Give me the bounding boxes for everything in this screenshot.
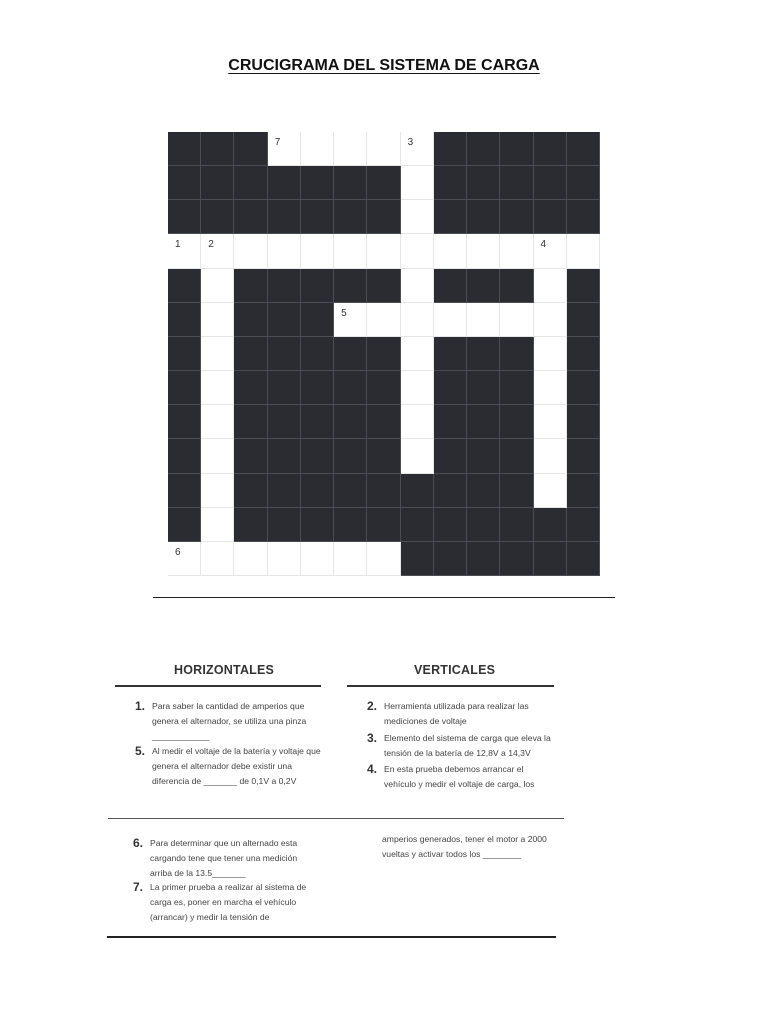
crossword-cell-blocked — [301, 269, 334, 303]
crossword-cell-blank[interactable] — [401, 132, 434, 166]
crossword-cell-blocked — [367, 405, 400, 439]
crossword-cell-blocked — [567, 542, 600, 576]
crossword-cell-blank[interactable] — [268, 542, 301, 576]
crossword-cell-blocked — [467, 474, 500, 508]
crossword-cell-blank[interactable] — [367, 542, 400, 576]
crossword-cell-blocked — [434, 166, 467, 200]
crossword-clue-number: 4 — [540, 239, 547, 251]
crossword-cell-blocked — [367, 200, 400, 234]
crossword-cell-blocked — [268, 439, 301, 473]
clue-number-1: 1. — [135, 699, 146, 713]
crossword-cell-blocked — [467, 337, 500, 371]
crossword-cell-blocked — [434, 542, 467, 576]
crossword-cell-blocked — [168, 508, 201, 542]
crossword-cell-blank[interactable] — [201, 234, 234, 268]
crossword-cell-blank[interactable] — [334, 542, 367, 576]
bottom-rule — [107, 936, 556, 938]
crossword-cell-blocked — [201, 132, 234, 166]
crossword-clue-number: 7 — [274, 137, 281, 148]
crossword-cell-blank[interactable] — [268, 234, 301, 268]
crossword-cell-blocked — [201, 166, 234, 200]
crossword-cell-blocked — [168, 371, 201, 405]
crossword-cell-blank[interactable] — [500, 303, 533, 337]
crossword-cell-blocked — [301, 508, 334, 542]
clue-text-5: Al medir el voltaje de la batería y voltaje que genera el alternador debe existir una diferencia de _______ de 0,1V a 0,2V — [152, 746, 321, 786]
crossword-cell-blocked — [500, 508, 533, 542]
page-title — [0, 57, 768, 75]
crossword-cell-blocked — [334, 371, 367, 405]
crossword-cell-blank[interactable] — [534, 303, 567, 337]
crossword-cell-blocked — [234, 508, 267, 542]
crossword-cell-blank[interactable] — [534, 337, 567, 371]
crossword-cell-blank[interactable] — [467, 234, 500, 268]
crossword-cell-blank[interactable] — [201, 371, 234, 405]
crossword-cell-blocked — [168, 166, 201, 200]
crossword-cell-blocked — [567, 508, 600, 542]
crossword-cell-blocked — [467, 166, 500, 200]
horizontal-clues-heading: HORIZONTALES — [174, 663, 275, 677]
clue-number-5: 5. — [135, 744, 146, 758]
crossword-cell-blank[interactable] — [401, 405, 434, 439]
clue-text-4: En esta prueba debemos arrancar el vehículo y medir el voltaje de carga, los — [384, 764, 535, 789]
crossword-cell-blocked — [467, 269, 500, 303]
crossword-cell-blocked — [334, 474, 367, 508]
crossword-cell-blank[interactable] — [201, 337, 234, 371]
crossword-cell-blank[interactable] — [334, 303, 367, 337]
crossword-cell-blocked — [434, 474, 467, 508]
crossword-cell-blocked — [301, 200, 334, 234]
clue-break-line — [108, 818, 564, 819]
crossword-cell-blocked — [334, 508, 367, 542]
crossword-cell-blocked — [500, 337, 533, 371]
crossword-cell-blocked — [301, 439, 334, 473]
crossword-cell-blocked — [467, 371, 500, 405]
crossword-cell-blank[interactable] — [401, 200, 434, 234]
crossword-cell-blocked — [367, 166, 400, 200]
crossword-cell-blank[interactable] — [467, 303, 500, 337]
crossword-cell-blocked — [434, 337, 467, 371]
crossword-cell-blocked — [467, 132, 500, 166]
crossword-cell-blocked — [500, 542, 533, 576]
crossword-cell-blocked — [301, 337, 334, 371]
crossword-cell-blank[interactable] — [401, 166, 434, 200]
crossword-cell-blank[interactable] — [301, 132, 334, 166]
crossword-cell-blank[interactable] — [534, 474, 567, 508]
crossword-cell-blank[interactable] — [201, 542, 234, 576]
crossword-cell-blank[interactable] — [367, 303, 400, 337]
crossword-cell-blocked — [334, 269, 367, 303]
crossword-cell-blank[interactable] — [234, 234, 267, 268]
crossword-cell-blocked — [168, 200, 201, 234]
crossword-cell-blocked — [234, 405, 267, 439]
crossword-cell-blank[interactable] — [201, 474, 234, 508]
crossword-cell-blank[interactable] — [401, 269, 434, 303]
crossword-cell-blocked — [434, 439, 467, 473]
crossword-cell-blocked — [334, 439, 367, 473]
crossword-cell-blocked — [534, 166, 567, 200]
crossword-cell-blocked — [434, 200, 467, 234]
crossword-cell-blocked — [401, 474, 434, 508]
crossword-cell-blocked — [567, 303, 600, 337]
crossword-cell-blocked — [500, 269, 533, 303]
crossword-cell-blank[interactable] — [401, 371, 434, 405]
crossword-cell-blocked — [168, 474, 201, 508]
crossword-cell-blocked — [367, 269, 400, 303]
crossword-cell-blocked — [268, 508, 301, 542]
crossword-cell-blocked — [268, 269, 301, 303]
crossword-cell-blocked — [500, 200, 533, 234]
crossword-cell-blocked — [567, 166, 600, 200]
crossword-cell-blocked — [268, 303, 301, 337]
crossword-cell-blocked — [234, 371, 267, 405]
crossword-cell-blank[interactable] — [434, 303, 467, 337]
clue-number-6: 6. — [133, 836, 144, 850]
crossword-cell-blank[interactable] — [301, 542, 334, 576]
crossword-clue-number: 5 — [341, 307, 347, 319]
clue-number-2: 2. — [367, 699, 378, 713]
crossword-cell-blocked — [467, 200, 500, 234]
crossword-cell-blocked — [467, 508, 500, 542]
crossword-cell-blocked — [301, 474, 334, 508]
crossword-cell-blank[interactable] — [334, 234, 367, 268]
crossword-cell-blocked — [301, 166, 334, 200]
crossword-cell-blank[interactable] — [168, 234, 201, 268]
crossword-cell-blocked — [268, 371, 301, 405]
crossword-cell-blank[interactable] — [268, 132, 301, 166]
crossword-cell-blocked — [168, 439, 201, 473]
crossword-cell-blank[interactable] — [500, 234, 533, 268]
crossword-cell-blocked — [534, 132, 567, 166]
clue-number-4: 4. — [367, 762, 378, 776]
crossword-cell-blank[interactable] — [567, 234, 600, 268]
crossword-cell-blank[interactable] — [434, 234, 467, 268]
clue-text-1: Para saber la cantidad de amperios que genera el alternador, se utiliza una pinza ____________ — [152, 701, 307, 741]
crossword-cell-blocked — [234, 337, 267, 371]
vertical-header-rule — [347, 685, 554, 687]
crossword-cell-blocked — [234, 269, 267, 303]
divider-line — [153, 597, 615, 598]
crossword-cell-blocked — [500, 405, 533, 439]
crossword-cell-blank[interactable] — [201, 508, 234, 542]
clue-text-4-continued: amperios generados, tener el motor a 2000 vueltas y activar todos los ________ — [382, 834, 547, 859]
crossword-cell-blank[interactable] — [401, 337, 434, 371]
crossword-cell-blocked — [168, 269, 201, 303]
crossword-cell-blocked — [467, 542, 500, 576]
crossword-cell-blocked — [401, 508, 434, 542]
crossword-cell-blocked — [567, 474, 600, 508]
crossword-cell-blocked — [567, 200, 600, 234]
page-title-text: CRUCIGRAMA DEL SISTEMA DE CARGA — [228, 57, 540, 74]
crossword-cell-blank[interactable] — [201, 405, 234, 439]
vertical-clues-heading: VERTICALES — [414, 663, 496, 677]
crossword-cell-blank[interactable] — [534, 234, 567, 268]
crossword-cell-blank[interactable] — [534, 371, 567, 405]
crossword-cell-blocked — [234, 200, 267, 234]
crossword-cell-blank[interactable] — [367, 234, 400, 268]
clue-number-3: 3. — [367, 731, 378, 745]
crossword-cell-blocked — [500, 439, 533, 473]
crossword-cell-blocked — [334, 200, 367, 234]
crossword-cell-blocked — [500, 474, 533, 508]
crossword-cell-blocked — [268, 405, 301, 439]
crossword-cell-blocked — [467, 439, 500, 473]
crossword-cell-blocked — [234, 166, 267, 200]
crossword-cell-blocked — [434, 371, 467, 405]
crossword-cell-blocked — [434, 405, 467, 439]
crossword-cell-blocked — [500, 371, 533, 405]
horizontal-header-rule — [115, 685, 321, 687]
crossword-cell-blocked — [234, 132, 267, 166]
crossword-cell-blocked — [367, 508, 400, 542]
crossword-cell-blocked — [268, 166, 301, 200]
clue-text-7: La primer prueba a realizar al sistema de carga es, poner en marcha el vehículo (arrancar) y medir la tensión de — [150, 882, 307, 922]
crossword-grid — [168, 132, 600, 576]
crossword-cell-blocked — [567, 269, 600, 303]
crossword-cell-blocked — [467, 405, 500, 439]
crossword-cell-blocked — [234, 474, 267, 508]
crossword-cell-blank[interactable] — [201, 269, 234, 303]
crossword-cell-blank[interactable] — [168, 542, 201, 576]
crossword-cell-blocked — [168, 303, 201, 337]
crossword-cell-blocked — [168, 405, 201, 439]
crossword-clue-number: 2 — [208, 239, 214, 251]
crossword-cell-blank[interactable] — [534, 269, 567, 303]
crossword-cell-blocked — [567, 405, 600, 439]
crossword-cell-blocked — [301, 303, 334, 337]
crossword-cell-blocked — [201, 200, 234, 234]
crossword-cell-blocked — [367, 337, 400, 371]
crossword-clue-number: 3 — [407, 137, 414, 148]
clue-text-6: Para determinar que un alternado esta cargando tene que tener una medición arriba de la 13.5_______ — [150, 838, 298, 878]
crossword-cell-blocked — [268, 474, 301, 508]
crossword-cell-blank[interactable] — [301, 234, 334, 268]
crossword-cell-blocked — [334, 337, 367, 371]
crossword-cell-blank[interactable] — [201, 303, 234, 337]
crossword-cell-blocked — [367, 474, 400, 508]
crossword-cell-blocked — [567, 132, 600, 166]
crossword-cell-blank[interactable] — [534, 405, 567, 439]
clue-text-2: Herramienta utilizada para realizar las mediciones de voltaje — [384, 701, 529, 726]
crossword-cell-blocked — [534, 200, 567, 234]
crossword-cell-blocked — [168, 132, 201, 166]
crossword-cell-blocked — [234, 439, 267, 473]
crossword-cell-blocked — [168, 337, 201, 371]
crossword-cell-blocked — [401, 542, 434, 576]
crossword-cell-blocked — [567, 337, 600, 371]
crossword-cell-blank[interactable] — [401, 439, 434, 473]
crossword-cell-blocked — [434, 508, 467, 542]
crossword-cell-blocked — [234, 303, 267, 337]
crossword-cell-blocked — [434, 132, 467, 166]
crossword-cell-blank[interactable] — [334, 132, 367, 166]
crossword-cell-blocked — [567, 371, 600, 405]
crossword-cell-blocked — [268, 337, 301, 371]
crossword-cell-blank[interactable] — [367, 132, 400, 166]
crossword-cell-blocked — [367, 371, 400, 405]
crossword-cell-blocked — [500, 132, 533, 166]
crossword-cell-blocked — [301, 405, 334, 439]
crossword-cell-blocked — [534, 508, 567, 542]
crossword-cell-blocked — [567, 439, 600, 473]
crossword-cell-blocked — [301, 371, 334, 405]
crossword-cell-blocked — [268, 200, 301, 234]
clue-number-7: 7. — [133, 880, 144, 894]
crossword-cell-blank[interactable] — [401, 234, 434, 268]
crossword-cell-blank[interactable] — [534, 439, 567, 473]
crossword-cell-blank[interactable] — [234, 542, 267, 576]
crossword-cell-blocked — [434, 269, 467, 303]
crossword-cell-blank[interactable] — [201, 439, 234, 473]
crossword-cell-blocked — [500, 166, 533, 200]
crossword-cell-blank[interactable] — [401, 303, 434, 337]
crossword-clue-number: 6 — [175, 546, 181, 558]
clue-text-3: Elemento del sistema de carga que eleva la tensión de la batería de 12,8V a 14,3V — [384, 733, 551, 758]
crossword-cell-blocked — [334, 405, 367, 439]
crossword-cell-blocked — [367, 439, 400, 473]
crossword-cell-blocked — [334, 166, 367, 200]
crossword-cell-blocked — [534, 542, 567, 576]
crossword-clue-number: 1 — [175, 239, 181, 251]
